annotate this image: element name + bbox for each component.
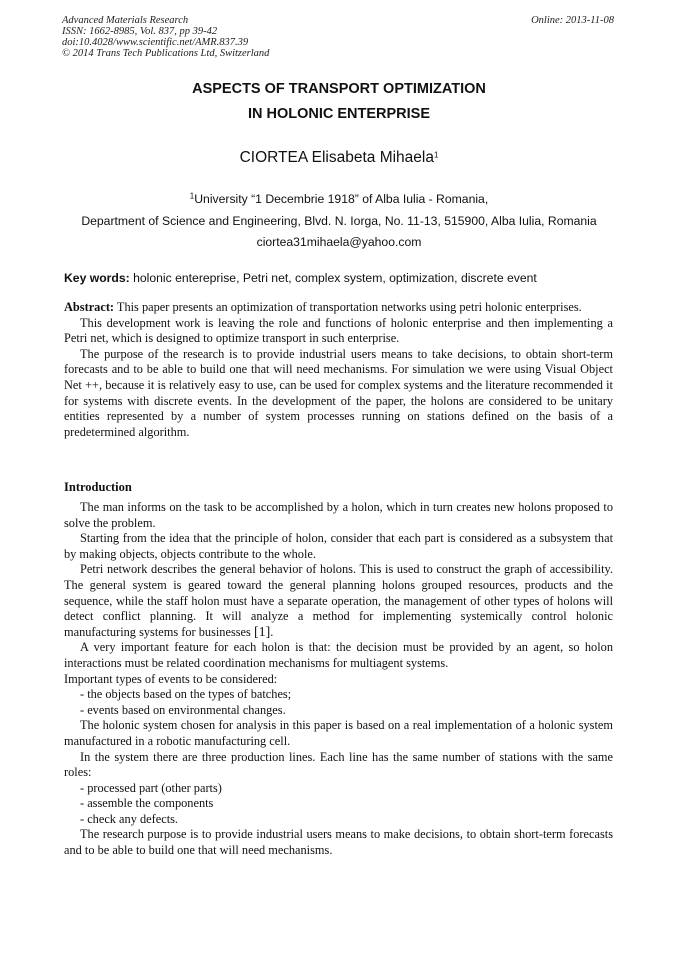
author-sup: 1 <box>433 150 439 160</box>
list-item: - check any defects. <box>80 811 179 826</box>
journal-name: Advanced Materials Research <box>62 15 189 26</box>
abstract-paragraph-2: This development work is leaving the role and functions of holonic enterprise and then implementing a Petri net, which is designed to optimize transport in such enterprise. <box>64 315 613 346</box>
intro-paragraph-7: In the system there are three production lines. Each line has the same number of stations with the same roles: <box>64 749 613 780</box>
author-email[interactable]: ciortea31mihaela@yahoo.com <box>256 235 422 249</box>
keywords-label: Key words: <box>64 271 130 285</box>
intro-paragraph-2: Starting from the idea that the principle of holon, consider that each part is considered as a subsystem that by making objects, objects contribute to the whole. <box>64 531 613 561</box>
journal-header <box>62 15 269 59</box>
affiliation-line-1 <box>0 192 678 206</box>
list-item: - events based on environmental changes. <box>80 702 286 717</box>
author-name <box>0 149 678 167</box>
abstract-label: Abstract: <box>64 300 115 314</box>
issn-line: ISSN: 1662-8985, Vol. 837, pp 39-42 <box>62 26 218 37</box>
citation-1[interactable]: [1] <box>253 624 271 640</box>
intro-paragraph-4: A very important feature for each holon is that: the decision must be provided by an agent, so holon interactions must be related coordination mechanisms for multiagent systems. <box>64 640 613 670</box>
affiliation-sup: 1 <box>189 191 195 201</box>
intro-paragraph-1: The man informs on the task to be accomplished by a holon, which in turn creates new holons proposed to solve the problem. <box>64 500 613 530</box>
intro-paragraph-3 <box>64 562 613 640</box>
intro-paragraph-5: Important types of events to be considered: <box>64 671 278 686</box>
intro-paragraph-3-text: Petri network describes the general behavior of holons. This is used to construct the graph of accessibility. The general system is geared toward the general planning holons grouped resources, products and the sequence, while the staff holon must have a separate operation, the management of other types of holons will detect conflict planning. It will analyze a method for implementing systemically control holonic manufacturing systems for businesses <box>64 562 613 639</box>
abstract-paragraph-1 <box>64 300 613 316</box>
intro-paragraph-8: The research purpose is to provide industrial users means to make decisions, to obtain short-term forecasts and to be able to build one that will need mechanisms. <box>64 827 613 858</box>
paper-title-line-1: ASPECTS OF TRANSPORT OPTIMIZATION <box>192 81 486 97</box>
intro-paragraph-3-end: . <box>270 624 274 639</box>
abstract-text-1: This paper presents an optimization of transportation networks using petri holonic enterprises. <box>114 300 582 314</box>
affiliation-line-2: Department of Science and Engineering, Blvd. N. Iorga, No. 11-13, 515900, Alba Iulia, Romania <box>81 214 597 228</box>
introduction-heading: Introduction <box>64 480 132 494</box>
list-item: - processed part (other parts) <box>80 780 222 795</box>
abstract-section <box>64 300 613 440</box>
keywords <box>64 271 537 285</box>
paper-title-line-2: IN HOLONIC ENTERPRISE <box>247 106 431 122</box>
doi-line[interactable]: doi:10.4028/www.scientific.net/AMR.837.39 <box>62 37 249 48</box>
intro-paragraph-6: The holonic system chosen for analysis in this paper is based on a real implementation of a holonic system manufactured in a robotic manufacturing cell. <box>64 718 613 748</box>
abstract-paragraph-3: The purpose of the research is to provide industrial users means to take decisions, to obtain short-term forecasts and to be able to build one that will need mechanisms. For simulation we were using Visual Object Net ++, because it is relatively easy to use, can be used for complex systems and the literature recommended it for systems with discrete events. In the development of the paper, the holons are considered to be unitary entities represented by a number of system processes running on stations defined on the basis of a predetermined algorithm. <box>64 346 613 439</box>
online-date: Online: 2013-11-08 <box>531 15 614 26</box>
introduction-section <box>64 500 613 859</box>
affiliation-university: University “1 Decembrie 1918” of Alba Iulia - Romania, <box>194 192 489 206</box>
author-name-text: CIORTEA Elisabeta Mihaela <box>239 149 434 166</box>
keywords-text: holonic entereprise, Petri net, complex system, optimization, discrete event <box>129 271 537 285</box>
list-item: - the objects based on the types of batches; <box>80 687 292 702</box>
copyright-line: © 2014 Trans Tech Publications Ltd, Switzerland <box>62 48 270 59</box>
list-item: - assemble the components <box>80 796 214 811</box>
